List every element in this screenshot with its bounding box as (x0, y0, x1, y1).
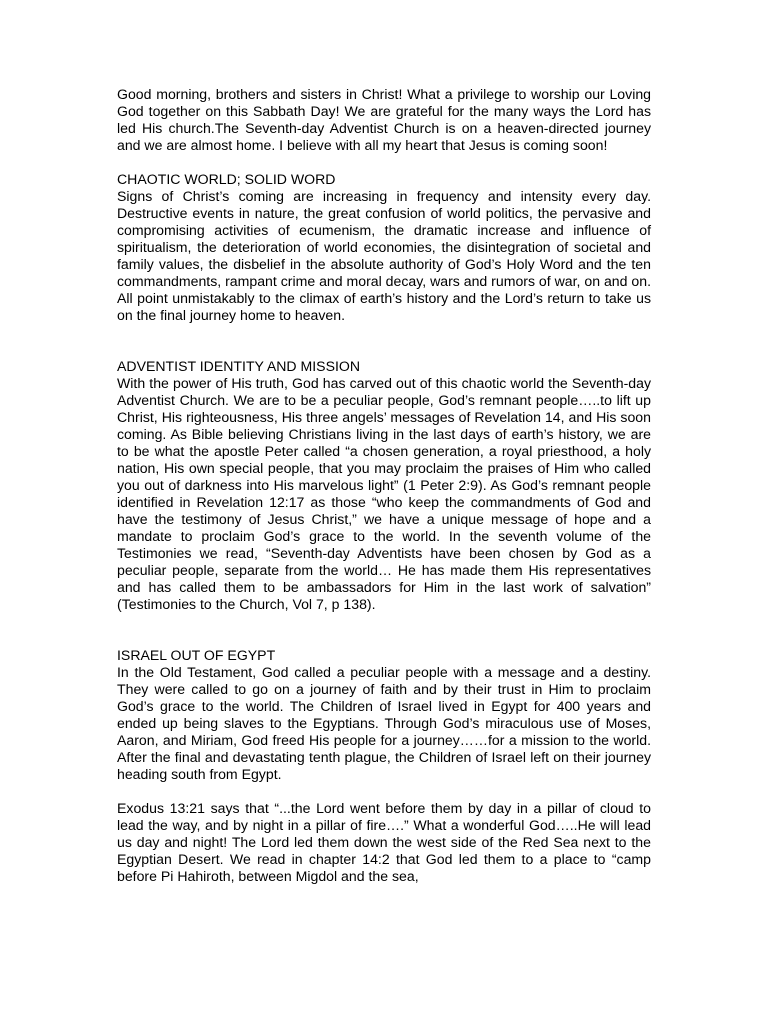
intro-paragraph: Good morning, brothers and sisters in Christ! What a privilege to worship our Loving God together on this Sabbath Day! We are grateful for the many ways the Lord has led His church.The Seventh-day Adventist Church is on a heaven-directed journey and we are almost home. I believe with all my heart that Jesus is coming soon! (117, 86, 651, 153)
spacer (117, 324, 651, 358)
section-heading-chaotic-world: CHAOTIC WORLD; SOLID WORD (117, 171, 336, 187)
section-body-exodus: Exodus 13:21 says that “...the Lord went before them by day in a pillar of cloud to lead the way, and by night in a pillar of fire….” What a wonderful God…..He will lead us day and night! The Lord led them down the west side of the Red Sea next to the Egyptian Desert. We read in chapter 14:2 that God led them to a place to “camp before Pi Hahiroth, between Migdol and the sea, (117, 800, 651, 884)
spacer (117, 783, 651, 800)
section-heading-adventist-identity: ADVENTIST IDENTITY AND MISSION (117, 358, 361, 374)
section-heading-israel-out-of-egypt: ISRAEL OUT OF EGYPT (117, 647, 276, 663)
document-page (117, 86, 651, 885)
spacer (117, 613, 651, 647)
section-body-adventist-identity: With the power of His truth, God has carved out of this chaotic world the Seventh-day Adventist Church. We are to be a peculiar people, God’s remnant people…..to lift up Christ, His righteousness, His three angels’ messages of Revelation 14, and His soon coming. As Bible believing Christians living in the last days of earth’s history, we are to be what the apostle Peter called “a chosen generation, a royal priesthood, a holy nation, His own special people, that you may proclaim the praises of Him who called you out of darkness into His marvelous light” (1 Peter 2:9). As God’s remnant people identified in Revelation 12:17 as those “who keep the commandments of God and have the testimony of Jesus Christ,” we have a unique message of hope and a mandate to proclaim God’s grace to the world. In the seventh volume of the Testimonies we read, “Seventh-day Adventists have been chosen by God as a peculiar people, separate from the world… He has made them His representatives and has called them to be ambassadors for Him in the last work of salvation” (Testimonies to the Church, Vol 7, p 138). (117, 375, 651, 612)
section-body-israel-out-of-egypt: In the Old Testament, God called a peculiar people with a message and a destiny. They were called to go on a journey of faith and by their trust in Him to proclaim God’s grace to the world. The Children of Israel lived in Egypt for 400 years and ended up being slaves to the Egyptians. Through God’s miraculous use of Moses, Aaron, and Miriam, God freed His people for a journey……for a mission to the world. After the final and devastating tenth plague, the Children of Israel left on their journey heading south from Egypt. (117, 664, 651, 782)
spacer (117, 154, 651, 171)
section-body-chaotic-world: Signs of Christ’s coming are increasing in frequency and intensity every day. Destructive events in nature, the great confusion of world politics, the pervasive and compromising activities of ecumenism, the dramatic increase and influence of spiritualism, the deterioration of world economies, the disintegration of societal and family values, the disbelief in the absolute authority of God’s Holy Word and the ten commandments, rampant crime and moral decay, wars and rumors of war, on and on. All point unmistakably to the climax of earth’s history and the Lord’s return to take us on the final journey home to heaven. (117, 188, 651, 323)
